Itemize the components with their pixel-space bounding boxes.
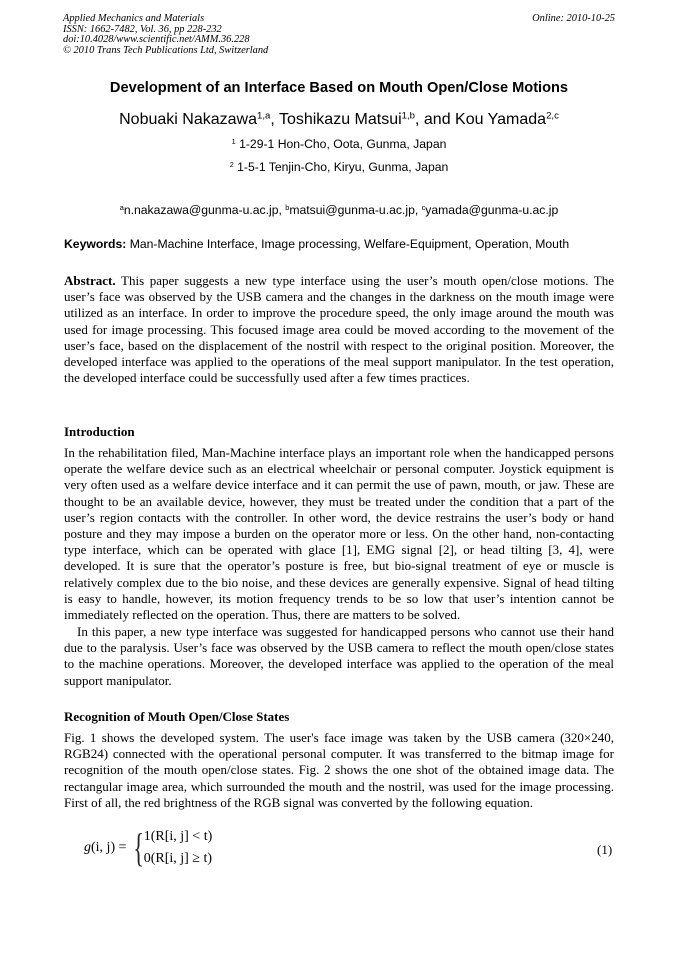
affil-text: 1-5-1 Tenjin-Cho, Kiryu, Gunma, Japan bbox=[233, 160, 449, 174]
affil-mark: 1 bbox=[231, 136, 236, 146]
journal-header bbox=[63, 14, 268, 56]
equation-number: (1) bbox=[597, 842, 613, 857]
recognition-paragraph-1: Fig. 1 shows the developed system. The user's face image was taken by the USB camera (320×240, RGB24) connected with the operational personal computer. It was transferred to the bitmap image for recognition of the mouth open/close states. Fig. 2 shows the one shot of the obtained image data. The rectangular image area, which surrounded the mouth and the nostril, was used for the image processing. First of all, the red brightness of the RGB signal was converted by the following equation. bbox=[64, 730, 614, 810]
online-date: Online: 2010-10-25 bbox=[532, 13, 615, 24]
equation-cases bbox=[144, 826, 213, 870]
copyright-line: © 2010 Trans Tech Publications Ltd, Switzerland bbox=[63, 44, 269, 56]
equation-args: (i, j) = bbox=[91, 840, 127, 855]
email-separator: , bbox=[278, 203, 286, 217]
email-link[interactable]: n.nakazawa@gunma-u.ac.jp bbox=[123, 203, 279, 217]
intro-paragraph-2: In this paper, a new type interface was suggested for handicapped persons who cannot use their hand due to the paralysis. User’s face was observed by the USB camera to reflect the mouth open/close states to the machine operations. Moreover, the developed interface was applied to the operation of the meal support manipulator. bbox=[64, 624, 614, 688]
equation-1 bbox=[84, 826, 212, 870]
brace-icon: { bbox=[132, 825, 144, 870]
email-link[interactable]: matsui@gunma-u.ac.jp bbox=[289, 203, 415, 217]
keywords bbox=[64, 237, 624, 251]
doi-line[interactable]: doi:10.4028/www.scientific.net/AMM.36.228 bbox=[63, 34, 250, 46]
paper-title: Development of an Interface Based on Mouth Open/Close Motions bbox=[109, 80, 569, 96]
author-name: Nobuaki Nakazawa bbox=[119, 111, 257, 128]
equation-function: g bbox=[84, 840, 91, 855]
equation-case-2: 0(R[i, j] ≥ t) bbox=[143, 851, 213, 866]
section-heading-recognition: Recognition of Mouth Open/Close States bbox=[64, 709, 290, 724]
author-affil-mark: 1,b bbox=[401, 110, 415, 122]
equation-lhs bbox=[84, 840, 127, 856]
intro-paragraph-1: In the rehabilitation filed, Man-Machine interface plays an important role when the handicapped persons operate the welfare device such as an electrical wheelchair or personal computer. Joystick equipment is very often used as a welfare device interface and it can permit the use of pawn, mouth, or jaw. These are thought to be an available device, however, they must be treated under the condition that a part of the user’s region contacts with the controller. In other word, the device restrains the user’s body or hand posture and they may impose a burden on the operator more or less. On the other hand, non-contacting type interface, which can be operated with glace [1], EMG signal [2], or head tilting [3, 4], were developed. It is sure that the operator’s posture is free, but bio-signal treatment of eye or muscle is relatively complex due to the bio noise, and these devices are generally expensive. Signal of head tilting is easy to handle, however, its motion frequency trends to be so low that user’s intention cannot be immediately reflected on the operation. Thus, there are matters to be solved. bbox=[64, 445, 614, 623]
author-affil-mark: 2,c bbox=[546, 110, 559, 122]
author-emails bbox=[0, 203, 678, 217]
section-heading-introduction: Introduction bbox=[64, 424, 135, 439]
issn-line: ISSN: 1662-7482, Vol. 36, pp 228-232 bbox=[63, 23, 222, 35]
author-name: Kou Yamada bbox=[455, 111, 547, 128]
journal-name: Applied Mechanics and Materials bbox=[63, 13, 205, 24]
affiliation-1 bbox=[0, 137, 678, 151]
affil-text: 1-29-1 Hon-Cho, Oota, Gunma, Japan bbox=[235, 137, 447, 151]
equation-case-1: 1(R[i, j] < t) bbox=[143, 829, 213, 844]
affiliation-2 bbox=[0, 160, 678, 174]
email-link[interactable]: yamada@gunma-u.ac.jp bbox=[425, 203, 559, 217]
keywords-label: Keywords: bbox=[64, 237, 127, 251]
author-name: Toshikazu Matsui bbox=[278, 111, 402, 128]
email-mark: a bbox=[119, 202, 124, 212]
author-affil-mark: 1,a bbox=[256, 110, 271, 122]
email-mark: c bbox=[421, 202, 426, 212]
author-separator: , bbox=[270, 111, 279, 128]
abstract bbox=[64, 273, 614, 386]
abstract-text: This paper suggests a new type interface using the user’s mouth open/close motions. The user’s face was observed by the USB camera and the changes in the darkness on the mouth image were utilized as an interface. In order to improve the procedure speed, the only image around the mouth was used for image processing. This focused image area could be moved according to the movement of the user’s face, based on the displacement of the nostril with respect to the original position. Moreover, the developed interface was applied to the operations of the meal support manipulator. In the test operation, the developed interface could be successfully used after a few times practices. bbox=[64, 273, 614, 386]
email-separator: , bbox=[414, 203, 422, 217]
abstract-label: Abstract. bbox=[64, 273, 116, 288]
affil-mark: 2 bbox=[229, 159, 234, 169]
author-list bbox=[0, 111, 678, 129]
keywords-text: Man-Machine Interface, Image processing, Welfare-Equipment, Operation, Mouth bbox=[126, 237, 570, 251]
email-mark: b bbox=[285, 202, 290, 212]
author-separator: , and bbox=[415, 111, 456, 128]
